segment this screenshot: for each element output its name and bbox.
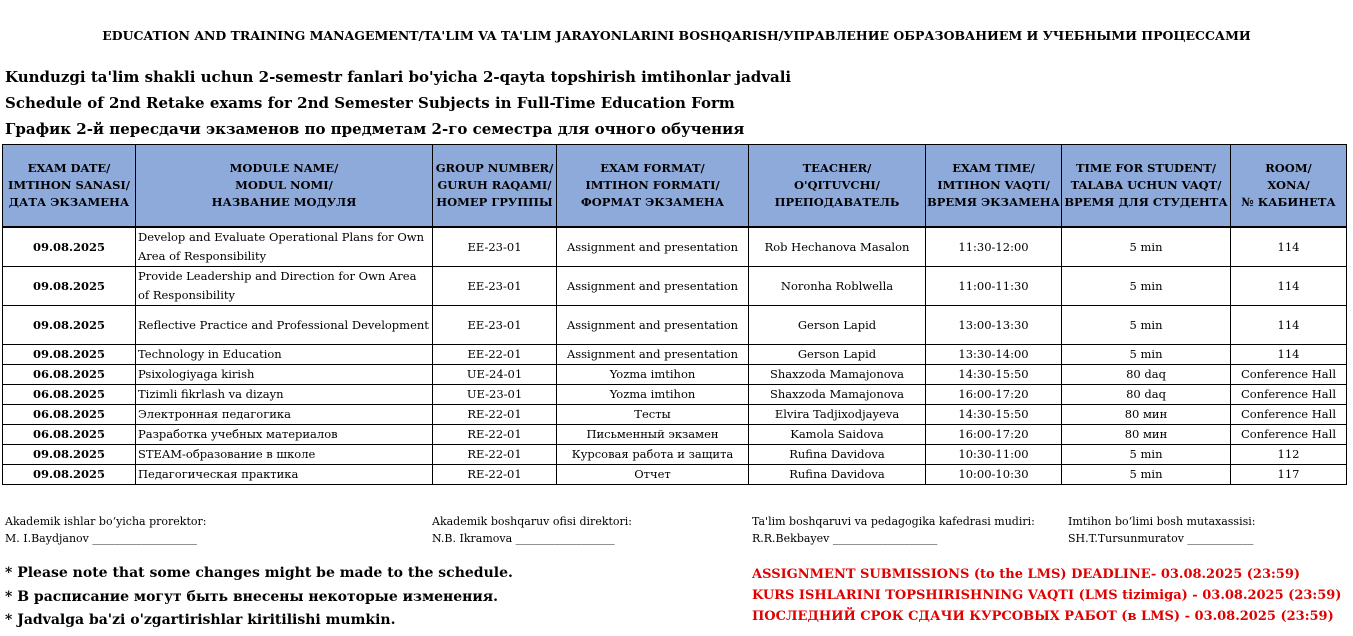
cell-student-time: 80 мин [1062, 405, 1231, 425]
cell-teacher: Rufina Davidova [749, 465, 926, 485]
column-header-line: EXAM FORMAT/ [600, 161, 705, 175]
column-header-line: TEACHER/ [802, 161, 872, 175]
cell-time: 13:30-14:00 [926, 345, 1062, 365]
cell-date: 09.08.2025 [3, 465, 136, 485]
cell-time: 13:00-13:30 [926, 306, 1062, 345]
column-header-line: ROOM/ [1265, 161, 1312, 175]
cell-teacher: Elvira Tadjixodjayeva [749, 405, 926, 425]
note-uz: * Jadvalga ba'zi o'zgartirishlar kiritilishi mumkin. [5, 612, 396, 628]
column-header-line: ДАТА ЭКЗАМЕНА [8, 195, 130, 209]
cell-student-time: 80 мин [1062, 425, 1231, 445]
table-row [3, 445, 1347, 465]
column-header [3, 145, 136, 227]
signature-department-head [752, 515, 1035, 545]
title-uz: Kunduzgi ta'lim shakli uchun 2-semestr fanlari bo'yicha 2-qayta topshirish imtihonlar jadvali [5, 68, 792, 86]
cell-student-time: 5 min [1062, 445, 1231, 465]
cell-format: Assignment and presentation [557, 345, 749, 365]
title-ru: График 2-й пересдачи экзаменов по предметам 2-го семестра для очного обучения [5, 120, 745, 138]
cell-room: 117 [1231, 465, 1347, 485]
cell-group: RE-22-01 [433, 445, 557, 465]
column-header [1231, 145, 1347, 227]
cell-group: UE-23-01 [433, 385, 557, 405]
cell-format: Assignment and presentation [557, 267, 749, 306]
cell-teacher: Shaxzoda Mamajonova [749, 385, 926, 405]
column-header-line: IMTIHON SANASI/ [8, 178, 130, 192]
cell-date: 06.08.2025 [3, 365, 136, 385]
table-header-row [3, 145, 1347, 227]
cell-student-time: 5 min [1062, 267, 1231, 306]
column-header-line: ВРЕМЯ ДЛЯ СТУДЕНТА [1064, 195, 1228, 209]
cell-module: Reflective Practice and Professional Development [136, 306, 433, 345]
cell-date: 09.08.2025 [3, 445, 136, 465]
cell-format: Assignment and presentation [557, 228, 749, 267]
cell-time: 14:30-15:50 [926, 405, 1062, 425]
cell-teacher: Noronha Roblwella [749, 267, 926, 306]
document-header: EDUCATION AND TRAINING MANAGEMENT/TA'LIM VA TA'LIM JARAYONLARINI BOSHQARISH/УПРАВЛЕНИЕ ОБРАЗОВАНИЕМ И УЧЕБНЫМИ ПРОЦЕССАМИ [102, 28, 1251, 43]
column-header-line: TIME FOR STUDENT/ [1075, 161, 1217, 175]
note-ru: * В расписание могут быть внесены некоторые изменения. [5, 589, 499, 605]
cell-module: Technology in Education [136, 345, 433, 365]
cell-format: Yozma imtihon [557, 385, 749, 405]
column-header-line: EXAM DATE/ [27, 161, 111, 175]
cell-time: 10:00-10:30 [926, 465, 1062, 485]
column-header-line: НОМЕР ГРУППЫ [436, 195, 553, 209]
table-row [3, 385, 1347, 405]
table-row [3, 405, 1347, 425]
cell-date: 06.08.2025 [3, 425, 136, 445]
cell-group: EE-22-01 [433, 345, 557, 365]
table-row [3, 267, 1347, 306]
cell-student-time: 5 min [1062, 306, 1231, 345]
signature-exam-specialist [1068, 515, 1255, 545]
column-header-line: GROUP NUMBER/ [435, 161, 554, 175]
column-header-line: ВРЕМЯ ЭКЗАМЕНА [926, 195, 1060, 209]
column-header [926, 145, 1062, 227]
column-header [433, 145, 557, 227]
signature-name: M. I.Baydjanov ___________________ [5, 532, 197, 545]
signature-role: Akademik boshqaruv ofisi direktori: [432, 515, 633, 528]
signature-name: R.R.Bekbayev ___________________ [752, 532, 938, 545]
schedule-table [2, 144, 1347, 485]
cell-room: Conference Hall [1231, 385, 1347, 405]
column-header-line: IMTIHON VAQTI/ [937, 178, 1050, 192]
column-header-line: ФОРМАТ ЭКЗАМЕНА [580, 195, 725, 209]
table-row [3, 425, 1347, 445]
deadline-uz: KURS ISHLARINI TOPSHIRISHNING VAQTI (LMS tizimiga) - 03.08.2025 (23:59) [752, 588, 1342, 603]
cell-format: Отчет [557, 465, 749, 485]
cell-date: 09.08.2025 [3, 345, 136, 365]
cell-teacher: Kamola Saidova [749, 425, 926, 445]
cell-student-time: 5 min [1062, 465, 1231, 485]
cell-format: Тесты [557, 405, 749, 425]
column-header [1062, 145, 1231, 227]
cell-group: EE-23-01 [433, 228, 557, 267]
signature-role: Imtihon bo‘limi bosh mutaxassisi: [1068, 515, 1256, 528]
cell-student-time: 80 daq [1062, 365, 1231, 385]
signature-prorector [5, 515, 206, 545]
cell-module: Разработка учебных материалов [136, 425, 433, 445]
cell-room: Conference Hall [1231, 365, 1347, 385]
cell-module: Tizimli fikrlash va dizayn [136, 385, 433, 405]
cell-room: 114 [1231, 267, 1347, 306]
cell-group: EE-23-01 [433, 306, 557, 345]
cell-teacher: Gerson Lapid [749, 345, 926, 365]
table-row [3, 465, 1347, 485]
column-header [136, 145, 433, 227]
cell-teacher: Shaxzoda Mamajonova [749, 365, 926, 385]
cell-time: 11:30-12:00 [926, 228, 1062, 267]
cell-room: Conference Hall [1231, 405, 1347, 425]
cell-room: 114 [1231, 306, 1347, 345]
cell-room: 114 [1231, 228, 1347, 267]
signature-office-director [432, 515, 632, 545]
cell-time: 16:00-17:20 [926, 385, 1062, 405]
cell-group: RE-22-01 [433, 405, 557, 425]
cell-teacher: Gerson Lapid [749, 306, 926, 345]
cell-time: 14:30-15:50 [926, 365, 1062, 385]
cell-module: Develop and Evaluate Operational Plans for Own Area of Responsibility [136, 228, 433, 267]
cell-time: 10:30-11:00 [926, 445, 1062, 465]
cell-module: Педагогическая практика [136, 465, 433, 485]
cell-format: Yozma imtihon [557, 365, 749, 385]
table-row [3, 365, 1347, 385]
signature-name: N.B. Ikramova __________________ [432, 532, 615, 545]
cell-group: RE-22-01 [433, 425, 557, 445]
cell-time: 16:00-17:20 [926, 425, 1062, 445]
cell-format: Курсовая работа и защита [557, 445, 749, 465]
signature-name: SH.T.Tursunmuratov ____________ [1068, 532, 1254, 545]
note-en: * Please note that some changes might be made to the schedule. [5, 565, 513, 581]
table-row [3, 228, 1347, 267]
column-header-line: № КАБИНЕТА [1241, 195, 1336, 209]
cell-date: 09.08.2025 [3, 228, 136, 267]
column-header-line: TALABA UCHUN VAQT/ [1070, 178, 1222, 192]
column-header-line: XONA/ [1267, 178, 1310, 192]
cell-date: 09.08.2025 [3, 306, 136, 345]
cell-room: 114 [1231, 345, 1347, 365]
deadline-en: ASSIGNMENT SUBMISSIONS (to the LMS) DEADLINE- 03.08.2025 (23:59) [752, 567, 1301, 582]
cell-teacher: Rufina Davidova [749, 445, 926, 465]
cell-module: Psixologiyaga kirish [136, 365, 433, 385]
cell-format: Письменный экзамен [557, 425, 749, 445]
signature-role: Ta'lim boshqaruvi va pedagogika kafedrasi mudiri: [752, 515, 1035, 528]
deadline-ru: ПОСЛЕДНИЙ СРОК СДАЧИ КУРСОВЫХ РАБОТ (в LMS) - 03.08.2025 (23:59) [752, 609, 1334, 624]
cell-room: 112 [1231, 445, 1347, 465]
cell-module: STEAM-образование в школе [136, 445, 433, 465]
column-header-line: MODUL NOMI/ [235, 178, 333, 192]
table-row [3, 345, 1347, 365]
cell-module: Электронная педагогика [136, 405, 433, 425]
cell-group: EE-23-01 [433, 267, 557, 306]
column-header-line: EXAM TIME/ [952, 161, 1035, 175]
column-header-line: ПРЕПОДАВАТЕЛЬ [774, 195, 900, 209]
cell-group: UE-24-01 [433, 365, 557, 385]
table-row [3, 306, 1347, 345]
column-header [749, 145, 926, 227]
cell-room: Conference Hall [1231, 425, 1347, 445]
column-header-line: НАЗВАНИЕ МОДУЛЯ [211, 195, 357, 209]
cell-student-time: 5 min [1062, 228, 1231, 267]
signature-role: Akademik ishlar bo‘yicha prorektor: [5, 515, 207, 528]
cell-module: Provide Leadership and Direction for Own Area of Responsibility [136, 267, 433, 306]
column-header-line: MODULE NAME/ [229, 161, 339, 175]
column-header-line: O'QITUVCHI/ [793, 178, 881, 192]
cell-format: Assignment and presentation [557, 306, 749, 345]
column-header-line: IMTIHON FORMATI/ [585, 178, 720, 192]
cell-date: 06.08.2025 [3, 385, 136, 405]
title-en: Schedule of 2nd Retake exams for 2nd Semester Subjects in Full-Time Education Form [5, 94, 735, 112]
column-header-line: GURUH RAQAMI/ [437, 178, 552, 192]
cell-teacher: Rob Hechanova Masalon [749, 228, 926, 267]
cell-date: 09.08.2025 [3, 267, 136, 306]
cell-date: 06.08.2025 [3, 405, 136, 425]
cell-student-time: 5 min [1062, 345, 1231, 365]
column-header [557, 145, 749, 227]
cell-group: RE-22-01 [433, 465, 557, 485]
cell-student-time: 80 daq [1062, 385, 1231, 405]
cell-time: 11:00-11:30 [926, 267, 1062, 306]
